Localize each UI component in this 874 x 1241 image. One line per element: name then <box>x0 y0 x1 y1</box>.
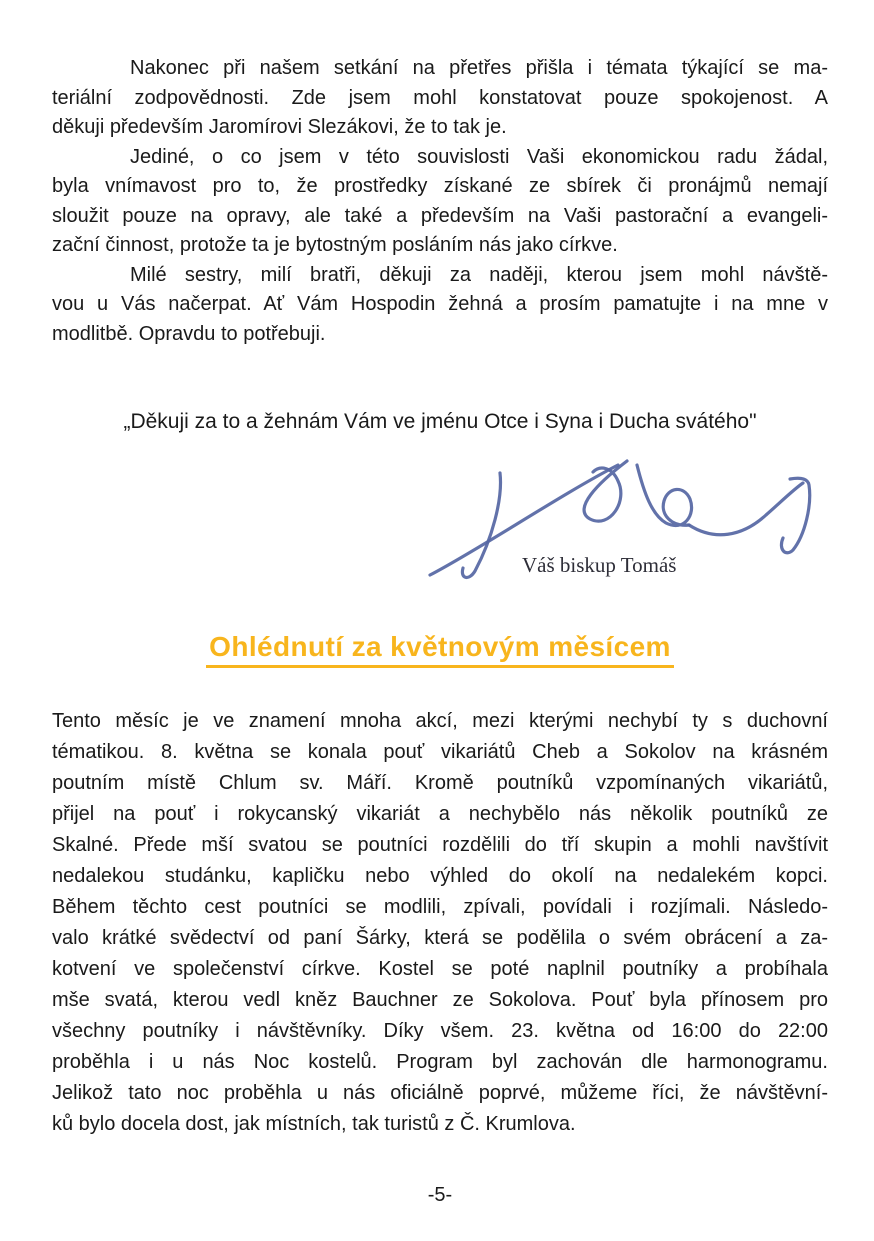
section-paragraph: Tento měsíc je ve znamení mnoha akcí, mezi kterými nechybí ty s duchovní tématikou. 8. května se konala pouť vikariátů Cheb a Sokolov na krásném poutním místě Chlum sv. Máří. Kromě poutníků vzpomínaných vikariátů, přijel na pouť i rokycanský vikariát a nechybělo nás několik poutníků ze Skalné. Přede mší svatou se poutníci rozdělili do tří skupin a mohli navštívit nedalekou studánku, kapličku nebo výhled do okolí na nedalekém kopci. Během těchto cest poutníci se modlili, zpívali, povídali i rozjímali. Následo- valo krátké svědectví od paní Šárky, která se podělila o svém obrácení a za- kotvení ve společenství církve. Kostel se poté naplnil poutníky a probíhala mše svatá, kterou vedl kněz Bauchner ze Sokolova. Pouť byla přínosem pro všechny poutníky i návštěvníky. Díky všem. 23. května od 16:00 do 22:00 proběhla i u nás Noc kostelů. Program byl zachován dle harmonogramu. Jelikož tato noc proběhla u nás oficiálně poprvé, můžeme říci, že návštěvní- ků bylo docela dost, jak místních, tak turistů z Č. Krumlova. <box>52 710 828 1135</box>
letter-paragraph-3: Milé sestry, milí bratři, děkuji za naději, kterou jsem mohl návště- vou u Vás načerpat. Ať Vám Hospodin žehná a prosím pamatujte i na mne v modlitbě. Opravdu to potřebuji. <box>52 263 828 345</box>
signatory-name: Váš biskup Tomáš <box>522 553 677 577</box>
page-number: -5- <box>427 1184 453 1206</box>
letter-paragraph-2: Jediné, o co jsem v této souvislosti Vaši ekonomickou radu žádal, byla vnímavost pro to, že prostředky získané ze sbírek či pronájmů nemají sloužit pouze na opravy, ale také a především na Vaši pastorační a evangeli- zační činnost, protože ta je bytostným posláním nás jako církve. <box>52 145 828 256</box>
section-heading-text: Ohlédnutí za květnovým měsícem <box>206 631 674 668</box>
letter-paragraph-1: Nakonec při našem setkání na přetřes přišla i témata týkající se ma- teriální zodpovědnosti. Zde jsem mohl konstatovat pouze spokojenost. A děkuji především Jaromírovi Slezákovi, že to tak je. <box>52 57 828 138</box>
signature-block <box>52 453 828 585</box>
document-page <box>52 0 828 1207</box>
section-heading <box>52 631 828 668</box>
blessing-quote: „Děkuji za to a žehnám Vám ve jménu Otce i Syna i Ducha svátého" <box>123 410 757 433</box>
